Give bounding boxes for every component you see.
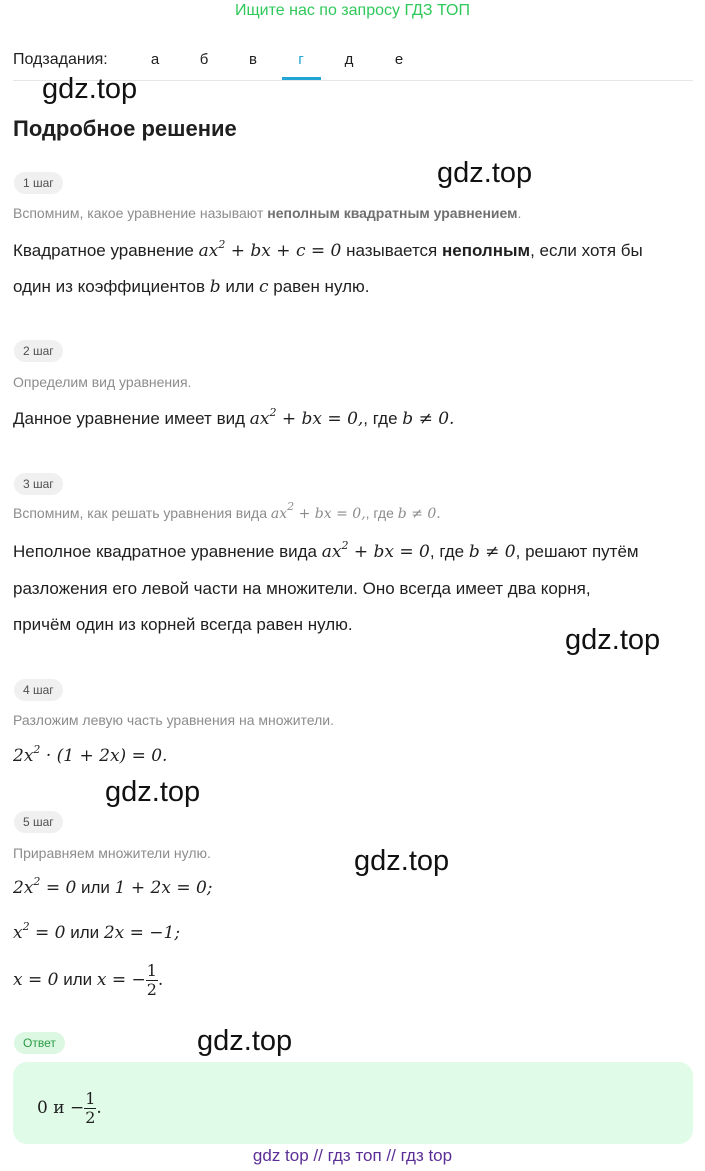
math-equation: $2x^2 \cdot (1 + 2x) = 0$. <box>13 743 168 766</box>
answer-text: 0 и − $\frac{1}{2}$ . <box>37 1089 102 1128</box>
step-text: один из коэффициентов b или c равен нулю. <box>13 277 370 297</box>
step-text: Неполное квадратное уравнение вида $ax^2$ + bx = 0, где b ≠ 0, решают путём <box>13 539 639 562</box>
watermark: gdz.top <box>105 776 201 808</box>
math-equation: $2x^2 = 0$ или 1 + 2x = 0; <box>13 875 213 898</box>
search-banner: Ищите нас по запросу ГДЗ ТОП <box>235 2 470 19</box>
step-badge: 3 шаг <box>14 473 63 495</box>
math-equation: $x^2 = 0$ или 2x = −1; <box>13 920 181 943</box>
step-text: разложения его левой части на множители. Оно всегда имеет два корня, <box>13 579 591 598</box>
step-hint: Разложим левую часть уравнения на множители. <box>13 712 334 728</box>
step-badge: 1 шаг <box>14 172 63 194</box>
answer-badge: Ответ <box>14 1032 65 1054</box>
footer-links: gdz top // гдз топ // гдз top <box>252 1146 453 1165</box>
watermark: gdz.top <box>437 157 533 189</box>
fraction: $\frac{1}{2}$ <box>146 961 157 1000</box>
step-text: Данное уравнение имеет вид $ax^2$ + bx = 0,, где b ≠ 0. <box>13 406 455 429</box>
fraction: $\frac{1}{2}$ <box>85 1089 96 1128</box>
math-equation: x = 0 или x = − $\frac{1}{2}$ . <box>13 961 164 1000</box>
step-badge: 4 шаг <box>14 679 63 701</box>
tab-b[interactable]: б <box>199 51 209 68</box>
step-badge: 5 шаг <box>14 811 63 833</box>
step-text: Квадратное уравнение $ax^2$ + bx + c = 0 называется неполным, если хотя бы <box>13 238 643 261</box>
answer-box <box>13 1062 693 1144</box>
watermark: gdz.top <box>197 1025 293 1057</box>
step-hint: Определим вид уравнения. <box>13 374 192 390</box>
tab-e[interactable]: е <box>394 51 404 68</box>
tab-d[interactable]: д <box>344 51 354 68</box>
step-text: причём один из корней всегда равен нулю. <box>13 615 353 634</box>
watermark: gdz.top <box>565 624 661 656</box>
step-badge: 2 шаг <box>14 340 63 362</box>
step-hint: Вспомним, как решать уравнения вида $ax^2$ + bx = 0,, где b ≠ 0. <box>13 500 441 522</box>
solution-title: Подробное решение <box>13 116 237 141</box>
tab-a[interactable]: а <box>150 51 160 68</box>
step-hint: Приравняем множители нулю. <box>13 845 211 861</box>
tab-g[interactable]: г <box>298 51 304 68</box>
watermark: gdz.top <box>42 73 138 105</box>
watermark: gdz.top <box>354 845 450 877</box>
subtasks-label: Подзадания: <box>13 51 108 68</box>
step-hint: Вспомним, какое уравнение называют неполным квадратным уравнением. <box>13 205 522 221</box>
tab-v[interactable]: в <box>249 51 257 68</box>
